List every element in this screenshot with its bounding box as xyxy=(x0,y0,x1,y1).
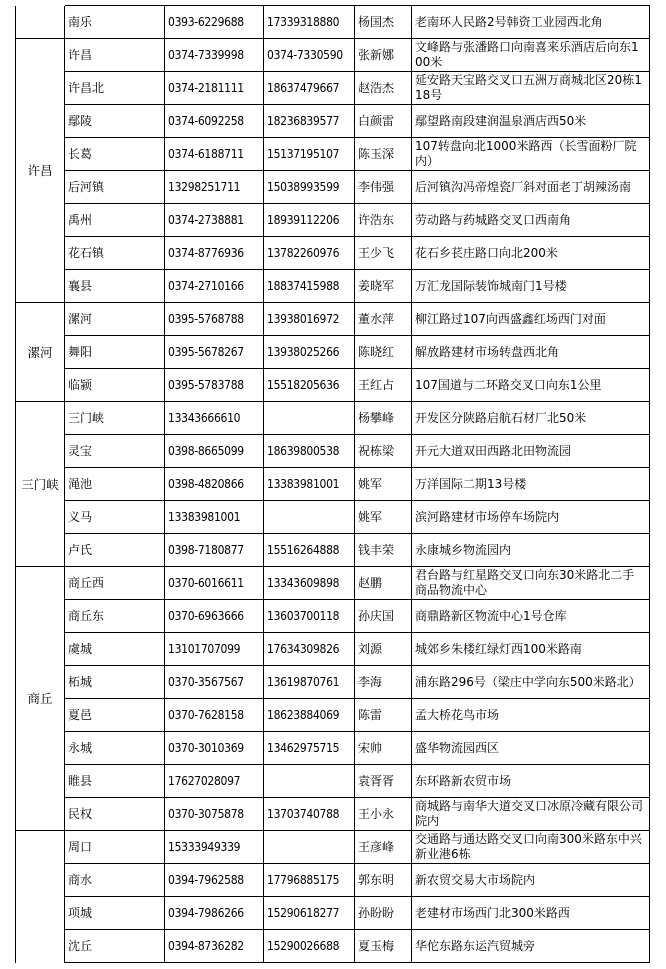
region-cell: 许昌 xyxy=(16,39,65,303)
table-row xyxy=(16,765,650,798)
mobile-cell: 13343609898 xyxy=(264,567,355,600)
table-row xyxy=(16,369,650,402)
site-cell: 禹州 xyxy=(65,204,165,237)
mobile-cell: 15137195107 xyxy=(264,138,355,171)
phone-cell: 0374-6092258 xyxy=(165,105,264,138)
site-cell: 渑池 xyxy=(65,468,165,501)
address-cell: 万洋国际二期13号楼 xyxy=(412,468,650,501)
table-body xyxy=(16,6,650,963)
site-cell: 舞阳 xyxy=(65,336,165,369)
mobile-cell: 17634309826 xyxy=(264,633,355,666)
site-cell: 南乐 xyxy=(65,6,165,39)
phone-cell: 0370-3075878 xyxy=(165,798,264,831)
phone-cell: 0394-7986266 xyxy=(165,897,264,930)
address-cell: 滨河路建材市场停车场院内 xyxy=(412,501,650,534)
contact-cell: 张新娜 xyxy=(355,39,412,72)
address-cell: 城郊乡朱楼红绿灯西100米路南 xyxy=(412,633,650,666)
contact-cell: 姚军 xyxy=(355,468,412,501)
mobile-cell: 13782260976 xyxy=(264,237,355,270)
phone-cell: 17627028097 xyxy=(165,765,264,798)
address-cell: 后河镇沟冯帝煌瓷厂斜对面老丁胡辣汤南 xyxy=(412,171,650,204)
phone-cell: 0393-6229688 xyxy=(165,6,264,39)
contact-cell: 钱丰荣 xyxy=(355,534,412,567)
address-cell: 开发区分陕路启航石材厂北50米 xyxy=(412,402,650,435)
contact-cell: 王小永 xyxy=(355,798,412,831)
site-cell: 襄县 xyxy=(65,270,165,303)
table-row xyxy=(16,303,650,336)
table-row xyxy=(16,171,650,204)
site-cell: 义马 xyxy=(65,501,165,534)
contact-cell: 陈晓红 xyxy=(355,336,412,369)
contact-cell: 李伟强 xyxy=(355,171,412,204)
table-row xyxy=(16,270,650,303)
contact-cell: 赵浩杰 xyxy=(355,72,412,105)
mobile-cell: 18939112206 xyxy=(264,204,355,237)
address-cell: 鄢望路南段建润温泉酒店西50米 xyxy=(412,105,650,138)
address-cell: 君台路与红星路交叉口向东30米路北二手商品物流中心 xyxy=(412,567,650,600)
mobile-cell: 18637479667 xyxy=(264,72,355,105)
contact-cell: 杨国杰 xyxy=(355,6,412,39)
mobile-cell: 15516264888 xyxy=(264,534,355,567)
mobile-cell: 18639800538 xyxy=(264,435,355,468)
site-cell: 许昌北 xyxy=(65,72,165,105)
continuation-mask xyxy=(15,0,65,6)
phone-cell: 0374-8776936 xyxy=(165,237,264,270)
contact-cell: 姚军 xyxy=(355,501,412,534)
contact-cell: 刘源 xyxy=(355,633,412,666)
mobile-cell: 15290618277 xyxy=(264,897,355,930)
contact-cell: 姜晓军 xyxy=(355,270,412,303)
contact-cell: 王红占 xyxy=(355,369,412,402)
site-cell: 睢县 xyxy=(65,765,165,798)
table-row xyxy=(16,699,650,732)
site-cell: 夏邑 xyxy=(65,699,165,732)
table-row xyxy=(16,600,650,633)
table-row xyxy=(16,336,650,369)
table-row xyxy=(16,138,650,171)
region-cell: 漯河 xyxy=(16,303,65,402)
site-cell: 商丘西 xyxy=(65,567,165,600)
table-row xyxy=(16,897,650,930)
table-row xyxy=(16,666,650,699)
mobile-cell xyxy=(264,765,355,798)
phone-cell: 0370-6963666 xyxy=(165,600,264,633)
mobile-cell xyxy=(264,831,355,864)
mobile-cell: 13462975715 xyxy=(264,732,355,765)
mobile-cell: 13938025266 xyxy=(264,336,355,369)
contact-cell: 董水萍 xyxy=(355,303,412,336)
region-cell: 商丘 xyxy=(16,567,65,831)
mobile-cell: 18236839577 xyxy=(264,105,355,138)
phone-cell: 0370-7628158 xyxy=(165,699,264,732)
address-cell: 盛华物流园西区 xyxy=(412,732,650,765)
phone-cell: 0374-7339998 xyxy=(165,39,264,72)
contact-cell: 祝栋梁 xyxy=(355,435,412,468)
mobile-cell: 13703740788 xyxy=(264,798,355,831)
mobile-cell: 17339318880 xyxy=(264,6,355,39)
contact-cell: 李海 xyxy=(355,666,412,699)
phone-cell: 0395-5768788 xyxy=(165,303,264,336)
region-cell: 三门峡 xyxy=(16,402,65,567)
phone-cell: 0395-5783788 xyxy=(165,369,264,402)
table-row xyxy=(16,435,650,468)
phone-cell: 0395-5678267 xyxy=(165,336,264,369)
contact-table-sheet xyxy=(15,5,649,963)
phone-cell: 0370-6016611 xyxy=(165,567,264,600)
table-row xyxy=(16,105,650,138)
phone-cell: 0394-7962588 xyxy=(165,864,264,897)
site-cell: 鄢陵 xyxy=(65,105,165,138)
address-cell: 商鼎路新区物流中心1号仓库 xyxy=(412,600,650,633)
phone-cell: 13298251711 xyxy=(165,171,264,204)
site-cell: 柘城 xyxy=(65,666,165,699)
phone-cell: 0370-3567567 xyxy=(165,666,264,699)
contact-cell: 孙盼盼 xyxy=(355,897,412,930)
address-cell: 花石乡苌庄路口向北200米 xyxy=(412,237,650,270)
region-cell xyxy=(16,831,65,963)
address-cell: 延安路天宝路交叉口五洲万商城北区20栋118号 xyxy=(412,72,650,105)
phone-cell: 13383981001 xyxy=(165,501,264,534)
site-cell: 商丘东 xyxy=(65,600,165,633)
site-cell: 许昌 xyxy=(65,39,165,72)
address-cell: 老建材市场西门北300米路西 xyxy=(412,897,650,930)
site-cell: 民权 xyxy=(65,798,165,831)
mobile-cell: 15038993599 xyxy=(264,171,355,204)
contact-cell: 赵鹏 xyxy=(355,567,412,600)
contact-cell: 宋帅 xyxy=(355,732,412,765)
table-row xyxy=(16,39,650,72)
table-row xyxy=(16,567,650,600)
site-cell: 商水 xyxy=(65,864,165,897)
mobile-cell: 0374-7330590 xyxy=(264,39,355,72)
table-row xyxy=(16,468,650,501)
address-cell: 永康城乡物流园内 xyxy=(412,534,650,567)
contact-cell: 陈雷 xyxy=(355,699,412,732)
table-row xyxy=(16,72,650,105)
phone-cell: 13343666610 xyxy=(165,402,264,435)
mobile-cell xyxy=(264,501,355,534)
site-cell: 虞城 xyxy=(65,633,165,666)
site-cell: 项城 xyxy=(65,897,165,930)
phone-cell: 0374-2738881 xyxy=(165,204,264,237)
address-cell: 商城路与南华大道交叉口冰原冷藏有限公司院内 xyxy=(412,798,650,831)
address-cell: 浦东路296号（梁庄中学向东500米路北） xyxy=(412,666,650,699)
mobile-cell: 15290026688 xyxy=(264,930,355,963)
address-cell: 老南环人民路2号韩资工业园西北角 xyxy=(412,6,650,39)
region-cell xyxy=(16,6,65,39)
phone-cell: 0374-2181111 xyxy=(165,72,264,105)
site-cell: 长葛 xyxy=(65,138,165,171)
address-cell: 东环路新农贸市场 xyxy=(412,765,650,798)
mobile-cell: 17796885175 xyxy=(264,864,355,897)
address-cell: 劳动路与药城路交叉口西南角 xyxy=(412,204,650,237)
site-cell: 漯河 xyxy=(65,303,165,336)
branch-contact-table xyxy=(15,5,650,963)
phone-cell: 0398-7180877 xyxy=(165,534,264,567)
address-cell: 万汇龙国际装饰城南门1号楼 xyxy=(412,270,650,303)
site-cell: 永城 xyxy=(65,732,165,765)
phone-cell: 15333949339 xyxy=(165,831,264,864)
mobile-cell: 13938016972 xyxy=(264,303,355,336)
mobile-cell xyxy=(264,402,355,435)
mobile-cell: 13619870761 xyxy=(264,666,355,699)
contact-cell: 王彦峰 xyxy=(355,831,412,864)
address-cell: 孟大桥花鸟市场 xyxy=(412,699,650,732)
contact-cell: 郭东明 xyxy=(355,864,412,897)
address-cell: 107国道与二环路交叉口向东1公里 xyxy=(412,369,650,402)
contact-cell: 袁胥胥 xyxy=(355,765,412,798)
address-cell: 开元大道双田西路北田物流园 xyxy=(412,435,650,468)
phone-cell: 0374-2710166 xyxy=(165,270,264,303)
phone-cell: 0398-8665099 xyxy=(165,435,264,468)
site-cell: 卢氏 xyxy=(65,534,165,567)
mobile-cell: 18837415988 xyxy=(264,270,355,303)
table-row xyxy=(16,633,650,666)
site-cell: 花石镇 xyxy=(65,237,165,270)
address-cell: 文峰路与张潘路口向南喜来乐酒店后向东100米 xyxy=(412,39,650,72)
table-row xyxy=(16,732,650,765)
site-cell: 灵宝 xyxy=(65,435,165,468)
phone-cell: 0374-6188711 xyxy=(165,138,264,171)
table-row xyxy=(16,831,650,864)
phone-cell: 0394-8736282 xyxy=(165,930,264,963)
table-row xyxy=(16,930,650,963)
site-cell: 周口 xyxy=(65,831,165,864)
address-cell: 柳江路过107向西盛鑫红场西门对面 xyxy=(412,303,650,336)
table-row xyxy=(16,864,650,897)
address-cell: 新农贸交易大市场院内 xyxy=(412,864,650,897)
table-row xyxy=(16,501,650,534)
address-cell: 解放路建材市场转盘西北角 xyxy=(412,336,650,369)
table-row xyxy=(16,534,650,567)
site-cell: 临颍 xyxy=(65,369,165,402)
mobile-cell: 15518205636 xyxy=(264,369,355,402)
phone-cell: 0370-3010369 xyxy=(165,732,264,765)
address-cell: 华佗东路东运汽贸城旁 xyxy=(412,930,650,963)
table-row xyxy=(16,6,650,39)
phone-cell: 0398-4820866 xyxy=(165,468,264,501)
mobile-cell: 18623884069 xyxy=(264,699,355,732)
table-row xyxy=(16,237,650,270)
contact-cell: 杨攀峰 xyxy=(355,402,412,435)
table-row xyxy=(16,204,650,237)
site-cell: 后河镇 xyxy=(65,171,165,204)
table-row xyxy=(16,402,650,435)
site-cell: 三门峡 xyxy=(65,402,165,435)
contact-cell: 白颜雷 xyxy=(355,105,412,138)
address-cell: 107转盘向北1000米路西（长雪面粉厂院内） xyxy=(412,138,650,171)
contact-cell: 孙庆国 xyxy=(355,600,412,633)
phone-cell: 13101707099 xyxy=(165,633,264,666)
contact-cell: 夏玉梅 xyxy=(355,930,412,963)
mobile-cell: 13603700118 xyxy=(264,600,355,633)
address-cell: 交通路与通达路交叉口向南300米路东中兴新业港6栋 xyxy=(412,831,650,864)
table-row xyxy=(16,798,650,831)
mobile-cell: 13383981001 xyxy=(264,468,355,501)
site-cell: 沈丘 xyxy=(65,930,165,963)
contact-cell: 许浩东 xyxy=(355,204,412,237)
contact-cell: 陈玉深 xyxy=(355,138,412,171)
contact-cell: 王少飞 xyxy=(355,237,412,270)
